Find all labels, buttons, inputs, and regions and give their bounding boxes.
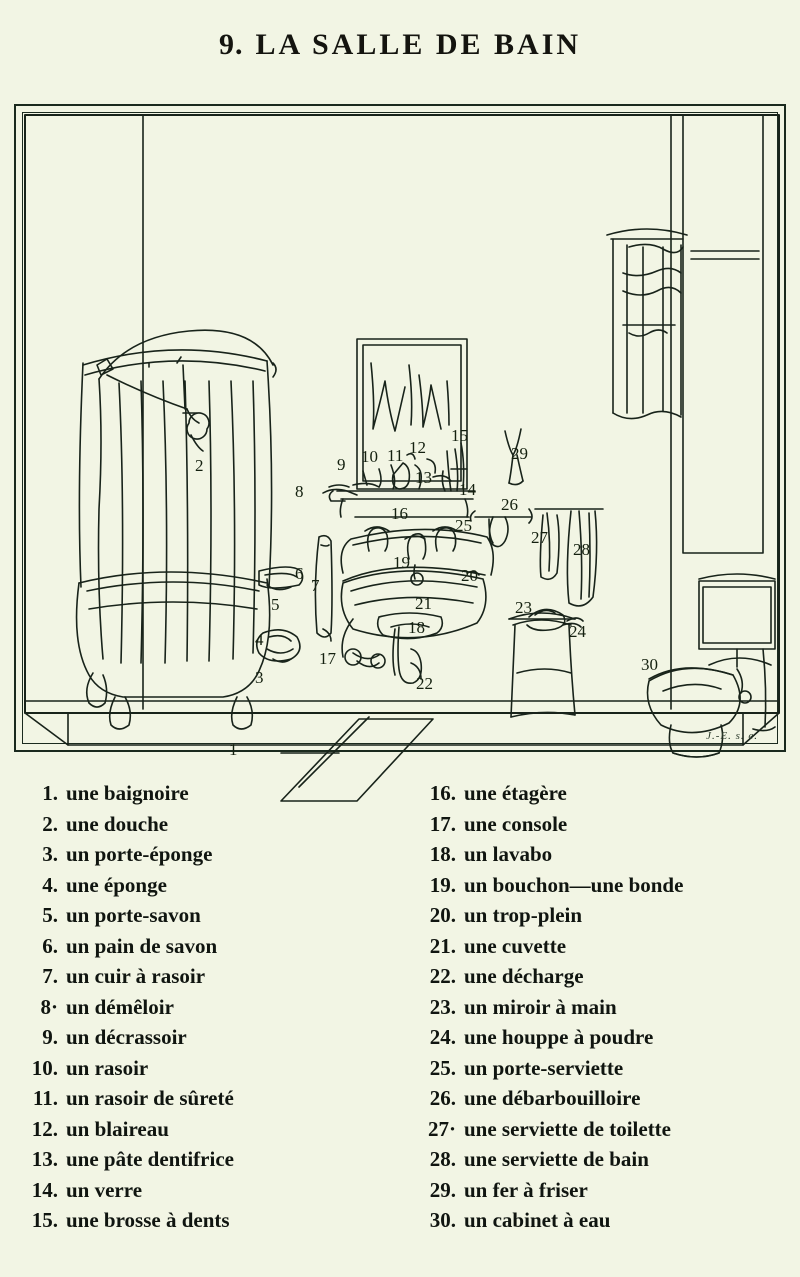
legend-label: un rasoir de sûreté <box>66 1086 234 1110</box>
legend-label: un cuir à rasoir <box>66 964 206 988</box>
legend-label: un démêloir <box>66 994 174 1019</box>
legend-number: 28. <box>429 1147 456 1171</box>
callout-5: 5 <box>271 595 280 614</box>
callout-2: 2 <box>195 456 204 475</box>
legend-number: 4. <box>42 872 58 897</box>
legend-label: une douche <box>66 811 169 836</box>
legend-label: un cabinet à eau <box>464 1208 611 1232</box>
list-item <box>416 870 778 901</box>
list-item <box>416 1114 778 1145</box>
legend-number: 27· <box>427 1116 456 1141</box>
list-item <box>416 839 778 870</box>
callout-22: 22 <box>416 674 433 693</box>
callout-21: 21 <box>415 594 432 613</box>
legend-number: 12. <box>31 1116 58 1141</box>
callout-14: 14 <box>459 480 476 499</box>
legend-number: 14. <box>31 1177 58 1202</box>
legend-number: 24. <box>429 1025 456 1049</box>
list-item <box>416 778 778 809</box>
illustration-plate <box>14 104 786 759</box>
legend-label: un verre <box>66 1177 143 1202</box>
legend-label: un miroir à main <box>464 994 617 1019</box>
list-item <box>416 931 778 962</box>
page-title-text: LA SALLE DE BAIN <box>255 28 582 61</box>
legend-label: une décharge <box>464 964 584 988</box>
legend-label: une pâte dentifrice <box>66 1147 234 1171</box>
callout-30: 30 <box>641 655 658 674</box>
callout-7: 7 <box>311 576 320 595</box>
artist-signature: J.-E. s. e. <box>706 730 758 742</box>
list-item <box>18 1022 398 1053</box>
legend-label: une console <box>464 811 568 836</box>
callout-12: 12 <box>409 438 426 457</box>
callout-23: 23 <box>515 598 532 617</box>
list-item <box>18 1144 398 1175</box>
legend-number: 30. <box>429 1208 456 1232</box>
legend-number: 2. <box>42 811 58 836</box>
callout-6: 6 <box>295 564 304 583</box>
illustration-frame <box>22 112 778 759</box>
legend-number: 19. <box>429 872 456 897</box>
bathroom-scene-drawing <box>23 113 781 759</box>
legend-label: une serviette de bain <box>464 1147 649 1171</box>
legend-label: un fer à friser <box>464 1177 588 1202</box>
callout-11: 11 <box>387 446 404 465</box>
legend-label: une serviette de toilette <box>464 1116 671 1141</box>
list-item <box>416 1175 778 1206</box>
legend-label: un porte-serviette <box>464 1055 624 1080</box>
callout-17: 17 <box>319 649 336 668</box>
legend-number: 10. <box>31 1055 58 1080</box>
legend-label: un blaireau <box>66 1116 169 1141</box>
callout-4: 4 <box>255 630 264 649</box>
legend-label: une cuvette <box>464 933 567 958</box>
list-item <box>416 809 778 840</box>
list-item <box>416 1022 778 1053</box>
legend-number: 23. <box>429 994 456 1019</box>
legend-label: un bouchon—une bonde <box>464 872 684 897</box>
legend-number: 20. <box>429 903 456 927</box>
legend-number: 17. <box>429 811 456 836</box>
callout-1: 1 <box>229 740 238 759</box>
legend-number: 22. <box>429 964 456 988</box>
list-item <box>416 900 778 931</box>
legend-number: 29. <box>429 1177 456 1202</box>
legend-label: un trop-plein <box>464 903 583 927</box>
callout-19: 19 <box>393 553 410 572</box>
callout-20: 20 <box>461 566 478 585</box>
list-item <box>18 870 398 901</box>
list-item <box>416 1053 778 1084</box>
legend-label: une baignoire <box>66 781 189 805</box>
legend-number: 16. <box>429 781 456 805</box>
callout-13: 13 <box>415 468 432 487</box>
legend-label: un porte-savon <box>66 903 201 927</box>
page-title <box>0 0 800 70</box>
callout-28: 28 <box>573 540 590 559</box>
callout-25: 25 <box>455 516 472 535</box>
legend-number: 9. <box>42 1025 58 1049</box>
legend-column-left <box>18 778 398 1236</box>
legend-number: 11. <box>32 1086 58 1110</box>
legend-label: une étagère <box>464 781 567 805</box>
list-item <box>416 961 778 992</box>
list-item <box>18 1114 398 1145</box>
callout-18: 18 <box>408 618 425 637</box>
list-item <box>18 778 398 809</box>
list-item <box>18 961 398 992</box>
legend-label: une brosse à dents <box>66 1208 230 1232</box>
legend-label: une houppe à poudre <box>464 1025 654 1049</box>
legend-label: un rasoir <box>66 1055 149 1080</box>
callout-16: 16 <box>391 504 408 523</box>
callout-10: 10 <box>361 447 378 466</box>
callout-24: 24 <box>569 622 586 641</box>
list-item <box>18 809 398 840</box>
legend-number: 6. <box>42 933 58 958</box>
list-item <box>18 839 398 870</box>
callout-3: 3 <box>255 668 264 687</box>
legend-label: un pain de savon <box>66 933 218 958</box>
list-item <box>18 1175 398 1206</box>
legend-column-right <box>398 778 778 1236</box>
legend <box>0 778 800 1236</box>
legend-number: 26. <box>429 1086 456 1110</box>
legend-label: un lavabo <box>464 842 553 866</box>
callout-27: 27 <box>531 528 548 547</box>
list-item <box>416 1144 778 1175</box>
legend-label: un porte-éponge <box>66 842 213 866</box>
legend-label: une débarbouilloire <box>464 1086 641 1110</box>
legend-number: 25. <box>429 1055 456 1080</box>
page-number: 9. <box>218 28 244 61</box>
legend-label: un décrassoir <box>66 1025 187 1049</box>
legend-number: 7. <box>42 964 58 988</box>
legend-number: 3. <box>42 842 58 866</box>
list-item <box>416 1205 778 1236</box>
callout-29: 29 <box>511 444 528 463</box>
list-item <box>416 1083 778 1114</box>
list-item <box>18 992 398 1023</box>
list-item <box>416 992 778 1023</box>
list-item <box>18 1205 398 1236</box>
list-item <box>18 1083 398 1114</box>
callout-15: 15 <box>451 426 468 445</box>
legend-label: une éponge <box>66 872 167 897</box>
legend-number: 8· <box>40 994 58 1019</box>
legend-number: 21. <box>429 933 456 958</box>
list-item <box>18 900 398 931</box>
legend-number: 5. <box>42 903 58 927</box>
callout-9: 9 <box>337 455 346 474</box>
callout-26: 26 <box>501 495 518 514</box>
legend-number: 13. <box>31 1147 58 1171</box>
callout-8: 8 <box>295 482 304 501</box>
list-item <box>18 931 398 962</box>
legend-number: 1. <box>42 781 58 805</box>
list-item <box>18 1053 398 1084</box>
legend-number: 18. <box>429 842 456 866</box>
legend-number: 15. <box>31 1208 58 1232</box>
